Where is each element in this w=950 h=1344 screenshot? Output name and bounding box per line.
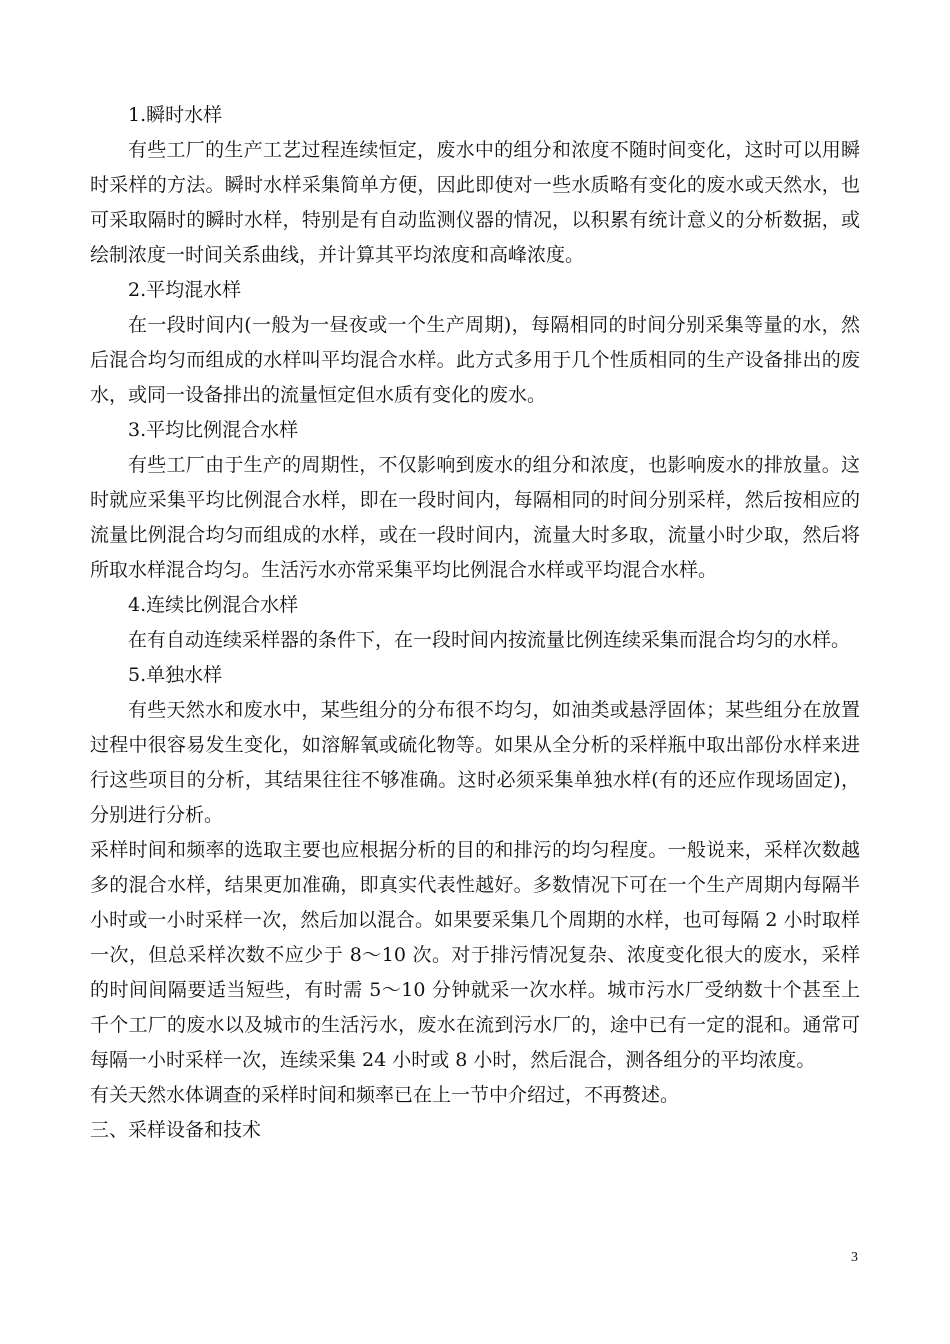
paragraph-instant-sample: 有些工厂的生产工艺过程连续恒定，废水中的组分和浓度不随时间变化，这时可以用瞬时采样的方法。瞬时水样采集简单方便，因此即使对一些水质略有变化的废水或天然水，也可采取隔时的瞬时水样，特别是有自动监测仪器的情况，以积累有统计意义的分析数据，或绘制浓度一时间关系曲线，并计算其平均浓度和高峰浓度。	[90, 139, 860, 266]
paragraph-average-mixed-sample: 在一段时间内(一般为一昼夜或一个生产周期)，每隔相同的时间分别采集等量的水，然后混合均匀而组成的水样叫平均混合水样。此方式多用于几个性质相同的生产设备排出的废水，或同一设备排出的流量恒定但水质有变化的废水。	[90, 314, 860, 406]
paragraph-sampling-time-frequency: 采样时间和频率的选取主要也应根据分析的目的和排污的均匀程度。一般说来，采样次数越多的混合水样，结果更加准确，即真实代表性越好。多数情况下可在一个生产周期内每隔半小时或一小时采样一次，然后加以混合。如果要采集几个周期的水样，也可每隔 2 小时取样一次，但总采样次数不应少于 8～10 次。对于排污情况复杂、浓度变化很大的废水，采样的时间间隔要适当短些，有时需 5～10 分钟就采一次水样。城市污水厂受纳数十个甚至上千个工厂的废水以及城市的生活污水，废水在流到污水厂的，途中已有一定的混和。通常可每隔一小时采样一次，连续采集 24 小时或 8 小时，然后混合，测各组分的平均浓度。	[90, 839, 860, 1071]
paragraph-continuous-proportional-sample: 在有自动连续采样器的条件下，在一段时间内按流量比例连续采集而混合均匀的水样。	[128, 629, 851, 651]
paragraph-average-proportional-sample: 有些工厂由于生产的周期性，不仅影响到废水的组分和浓度，也影响废水的排放量。这时就应采集平均比例混合水样，即在一段时间内，每隔相同的时间分别采样，然后按相应的流量比例混合均匀而组成的水样，或在一段时间内，流量大时多取，流量小时少取，然后将所取水样混合均匀。生活污水亦常采集平均比例混合水样或平均混合水样。	[90, 454, 860, 581]
paragraph-single-sample: 有些天然水和废水中，某些组分的分布很不均匀，如油类或悬浮固体；某些组分在放置过程中很容易发生变化，如溶解氧或硫化物等。如果从全分析的采样瓶中取出部份水样来进行这些项目的分析，其结果往往不够准确。这时必须采集单独水样(有的还应作现场固定)，分别进行分析。	[90, 699, 860, 826]
section-three-heading: 三、采样设备和技术	[90, 1119, 262, 1141]
page-number: 3	[851, 1250, 858, 1265]
section-heading-average-mixed-sample: 2.平均混水样	[128, 279, 242, 301]
document-body	[90, 98, 860, 1148]
section-heading-instant-sample: 1.瞬时水样	[128, 104, 223, 126]
section-heading-average-proportional-sample: 3.平均比例混合水样	[128, 419, 299, 441]
paragraph-natural-water: 有关天然水体调查的采样时间和频率已在上一节中介绍过，不再赘述。	[90, 1084, 680, 1106]
section-heading-continuous-proportional-sample: 4.连续比例混合水样	[128, 594, 299, 616]
section-heading-single-sample: 5.单独水样	[128, 664, 223, 686]
